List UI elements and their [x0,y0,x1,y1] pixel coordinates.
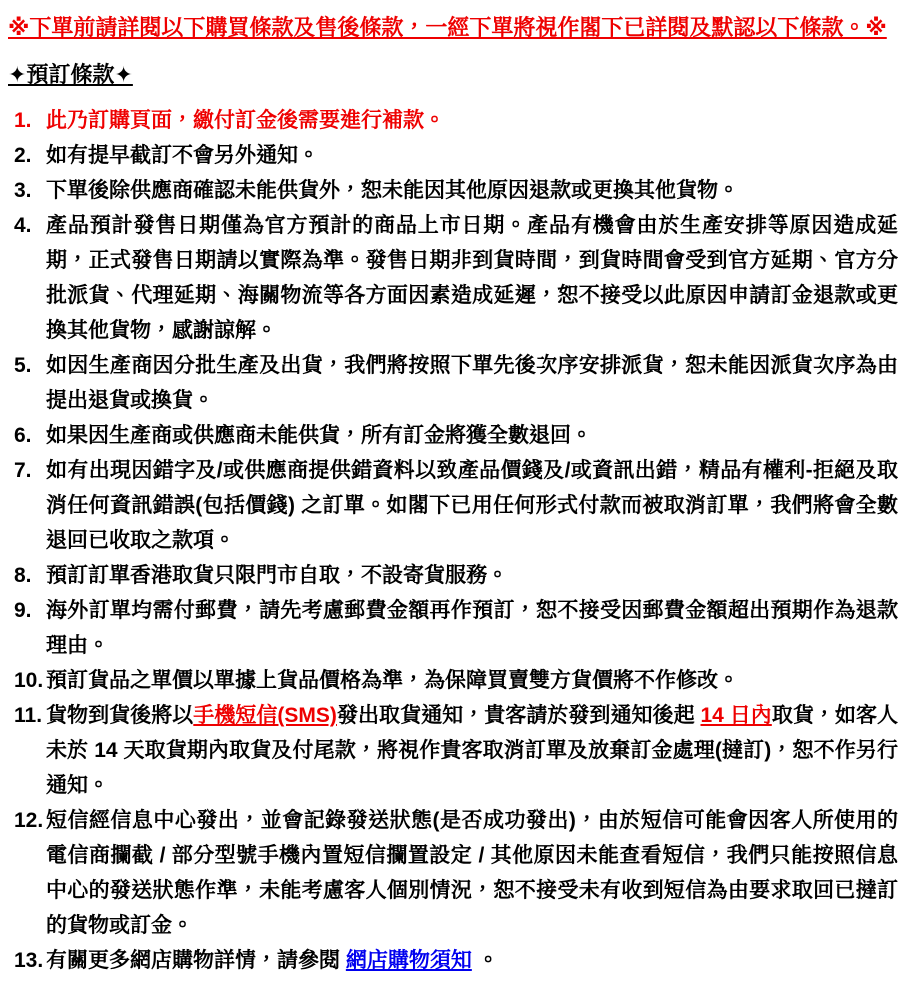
term-text: 預訂訂單香港取貨只限門市自取，不設寄貨服務。 [46,564,508,587]
term-text: 貨物到貨後將以 [46,704,194,727]
term-number: 9. [14,599,32,622]
term-item [8,558,898,593]
term-content [46,809,898,937]
term-text: 此乃訂購頁面，繳付訂金後需要進行補款。 [46,109,445,132]
term-number: 6. [14,424,32,447]
term-item [8,663,898,698]
term-number: 8. [14,564,32,587]
section-heading-row [8,61,898,88]
term-text: 如因生產商因分批生產及出貨，我們將按照下單先後次序安排派貨，恕未能因派貨次序為由提出退貨或換貨。 [46,354,898,412]
term-item [8,698,898,803]
term-content [46,704,898,797]
term-text: 有關更多網店購物詳情，請參閱 [46,949,346,972]
term-number: 2. [14,144,32,167]
term-item [8,103,898,138]
term-number: 7. [14,459,32,482]
term-number: 5. [14,354,32,377]
highlight-text: 14 日內 [700,704,772,727]
highlight-text: 手機短信(SMS) [193,704,337,727]
section-heading: ✦預訂條款✦ [8,62,133,87]
term-text: 如果因生產商或供應商未能供貨，所有訂金將獲全數退回。 [46,424,592,447]
term-item [8,138,898,173]
term-item [8,453,898,558]
term-content [46,564,508,587]
term-text: 發出取貨通知，貴客請於發到通知後起 [336,704,701,727]
term-text: 海外訂單均需付郵費，請先考慮郵費金額再作預訂，恕不接受因郵費金額超出預期作為退款理由。 [46,599,898,657]
term-content [46,144,319,167]
term-content [46,424,592,447]
term-content [46,949,499,972]
term-content [46,214,898,342]
shop-notice-link[interactable]: 網店購物須知 [345,949,472,972]
term-number: 4. [14,214,32,237]
term-content [46,109,445,132]
term-number: 1. [14,109,32,132]
term-item [8,173,898,208]
term-text: 預訂貨品之單價以單據上貨品價格為準，為保障買賣雙方貨價將不作修改。 [46,669,739,692]
term-item [8,208,898,348]
term-content [46,669,739,692]
term-text: 。 [471,949,499,972]
term-number: 11. [14,704,43,727]
term-content [46,179,739,202]
term-content [46,354,898,412]
term-item [8,943,898,978]
term-content [46,599,898,657]
term-text: 如有提早截訂不會另外通知。 [46,144,319,167]
term-text: 產品預計發售日期僅為官方預計的商品上市日期。產品有機會由於生產安排等原因造成延期，正式發售日期請以實際為準。發售日期非到貨時間，到貨時間會受到官方延期、官方分批派貨、代理延期、海關物流等各方面因素造成延遲，恕不接受以此原因申請訂金退款或更換其他貨物，感謝諒解。 [46,214,898,342]
notice-banner: ※下單前請詳閱以下購買條款及售後條款，一經下單將視作閣下已詳閱及默認以下條款。※ [8,15,887,40]
term-item [8,418,898,453]
term-text: 取貨，如客人未於 14 天取貨期內取貨及付尾款，將視作貴客取消訂單及放棄訂金處理(撻訂)，恕不作另行通知。 [46,704,899,797]
term-number: 10. [14,669,44,692]
term-number: 3. [14,179,32,202]
term-text: 如有出現因錯字及/或供應商提供錯資料以致產品價錢及/或資訊出錯，精品有權利-拒絕及取消任何資訊錯誤(包括價錢) 之訂單。如閣下已用任何形式付款而被取消訂單，我們將會全數退回已收取之款項。 [46,459,898,552]
term-number: 13. [14,949,44,972]
term-content [46,459,898,552]
terms-list [8,103,898,978]
term-text: 短信經信息中心發出，並會記錄發送狀態(是否成功發出)，由於短信可能會因客人所使用的電信商攔截 / 部分型號手機內置短信攔置設定 / 其他原因未能查看短信，我們只能按照信息中心的發送狀態作準，未能考慮客人個別情況，恕不接受未有收到短信為由要求取回已撻訂的貨物或訂金。 [46,809,898,937]
term-text: 下單後除供應商確認未能供貨外，恕未能因其他原因退款或更換其他貨物。 [46,179,739,202]
term-item [8,803,898,943]
term-item [8,593,898,663]
term-number: 12. [14,809,44,832]
term-item [8,348,898,418]
